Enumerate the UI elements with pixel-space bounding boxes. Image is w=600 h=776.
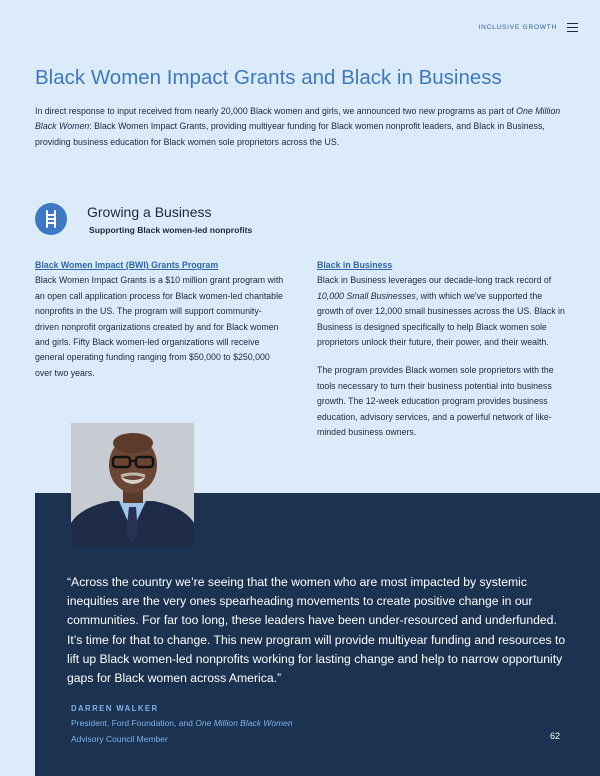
left-column (35, 258, 285, 381)
section-label: INCLUSIVE GROWTH (478, 24, 557, 31)
bwi-grants-body: Black Women Impact Grants is a $10 million grant program with an open call application process for Black women-led charitable nonprofits in the US. The program will support community-driven nonprofit organizations created by and for Black women and girls. Fifty Black women-led organizations will receive general operating funding ranging from $50,000 to $250,000 over two years. (35, 275, 284, 378)
intro-text-1: In direct response to input received from nearly 20,000 Black women and girls, we announced two new programs as part of (35, 106, 517, 116)
intro-italic: One Million Black Women (35, 106, 561, 132)
role-italic: One Million Black Women (195, 718, 293, 728)
intro-text-2: : Black Women Impact Grants, providing multiyear funding for Black women nonprofit leaders, and Black in Business, providing business education for Black women sole proprietors across the US. (35, 121, 545, 147)
top-nav (478, 23, 578, 32)
bib-italic: 10,000 Small Businesses (317, 290, 416, 301)
portrait-photo (71, 423, 194, 547)
black-in-business-body-2: The program provides Black women sole proprietors with the tools necessary to turn their business potential into business growth. The 12-week education program provides business education, advisory services, and a powerful network of like-minded business owners. (317, 365, 554, 438)
black-in-business-body-1 (317, 273, 567, 350)
black-in-business-link[interactable]: Black in Business (317, 260, 393, 270)
bib-text-2: , with which we've supported the growth of over 12,000 small businesses across the US. Black in Business is designed specifically to help Black women sole proprietors unlock their future, their power, and their wealth. (317, 290, 565, 348)
section-title: Growing a Business (87, 204, 212, 220)
right-column (317, 258, 567, 440)
section-subtitle: Supporting Black women-led nonprofits (89, 225, 253, 235)
quote-attribution-name: DARREN WALKER (71, 704, 159, 713)
bwi-grants-link[interactable]: Black Women Impact (BWI) Grants Program (35, 260, 219, 270)
menu-icon[interactable] (567, 23, 578, 32)
bib-text-1: Black in Business leverages our decade-long track record of (317, 275, 552, 286)
role-text-1: President, Ford Foundation, and (71, 718, 196, 728)
intro-paragraph (35, 104, 565, 150)
page-title: Black Women Impact Grants and Black in Business (35, 66, 502, 89)
quote-attribution-role (71, 716, 371, 747)
quote-text: “Across the country we’re seeing that the women who are most impacted by systemic inequities are the very ones spearheading movements to create positive change in our communities. For far too long, these leaders have been under-resourced and underfunded. It’s time for that to change. This new program will provide multiyear funding and resources to lift up Black women-led nonprofits working for lasting change and help to narrow opportunity gaps for Black women across America.” (67, 575, 566, 686)
page-number: 62 (550, 731, 561, 741)
ladder-icon (35, 203, 67, 235)
role-text-2: Advisory Council Member (71, 733, 168, 744)
